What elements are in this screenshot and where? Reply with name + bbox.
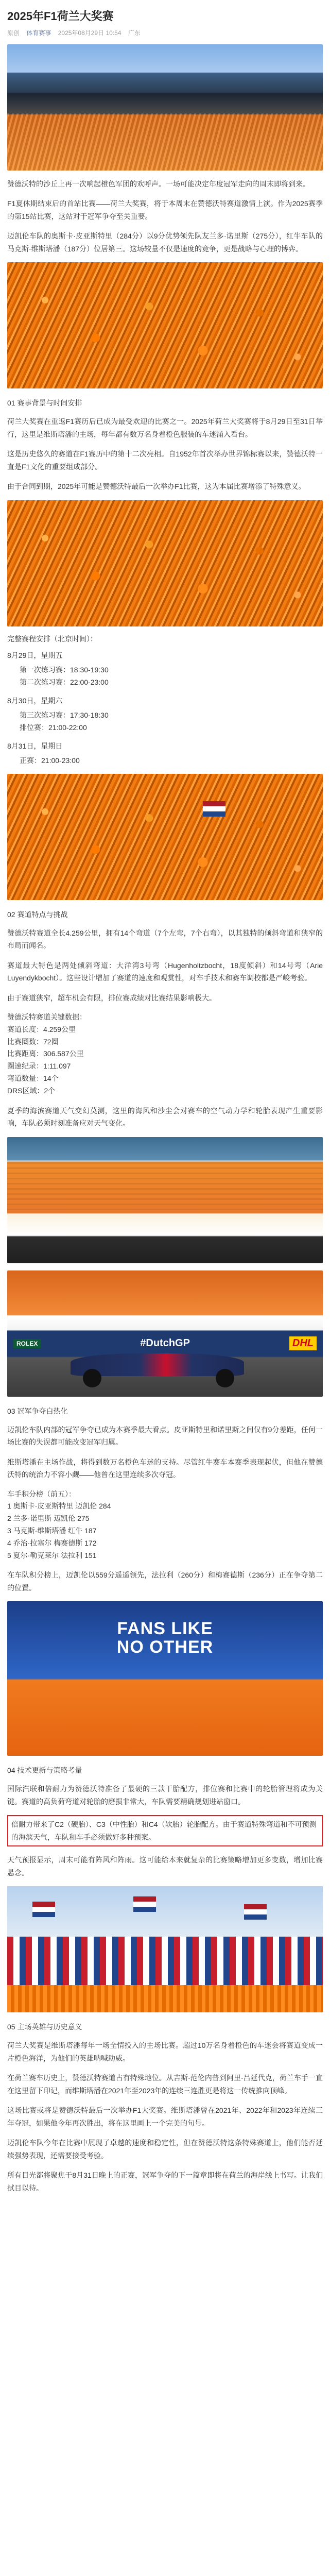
section-5-paragraph-1: 荷兰大奖赛是维斯塔潘每年一场全情投入的主场比赛。超过10万名身着橙色的车迷会将赛道变成一片橙色海洋，为他们的英雄呐喊助威。 — [7, 2041, 323, 2062]
section-3-heading: 03 冠军争夺白热化 — [7, 1406, 68, 1415]
dutchgp-hashtag: #DutchGP — [140, 1337, 190, 1349]
track-data-item: 比赛圈数：72圈 — [7, 1037, 59, 1046]
track-data-item: 赛道长度：4.259公里 — [7, 1025, 76, 1033]
standings-row: 3 马克斯·维斯塔潘 红牛 187 — [7, 1527, 97, 1535]
section-5-paragraph-2: 在荷兰赛车历史上，赞德沃特赛道占有特殊地位。从吉斯·范伦内普到阿里·吕延代克，荷兰车手一直在这里留下印记，而维斯塔潘在2021年至2023年的连续三连胜更是将这一传统推向顶峰。 — [7, 2074, 323, 2095]
standings-row: 2 兰多·诺里斯 迈凯伦 275 — [7, 1514, 90, 1523]
section-1-heading: 01 赛事背景与时间安排 — [7, 399, 82, 408]
section-1-paragraph-2: 这是历史悠久的赛道在F1赛历中的第十二次亮相。自1952年首次举办世界锦标赛以来，赞德沃特一直是F1文化的重要组成部分。 — [7, 450, 323, 471]
schedule-session: 正赛：21:00-23:00 — [20, 756, 80, 765]
schedule-day-2 — [7, 696, 323, 733]
section-3-paragraph-3: 在车队积分榜上，迈凯伦以559分遥遥领先，法拉利（260分）和梅赛德斯（236分）正在争夺第二的位置。 — [7, 1571, 323, 1592]
track-data-item: 比赛距离：306.587公里 — [7, 1049, 84, 1058]
schedule-day-title: 8月30日，星期六 — [7, 696, 63, 705]
image-orange-crowd — [7, 262, 323, 388]
section-1-paragraph-3: 由于合同到期，2025年可能是赞德沃特最后一次举办F1比赛，这为本届比赛增添了特殊意义。 — [7, 482, 306, 491]
article-title: 2025年F1荷兰大奖赛 — [7, 10, 114, 23]
dutch-flag-icon — [32, 1902, 55, 1917]
wheel-icon — [83, 1369, 101, 1387]
meta-date: 2025年08月29日 10:54 — [58, 29, 121, 37]
section-2-paragraph-1: 赞德沃特赛道全长4.259公里，拥有14个弯道（7个左弯，7个右弯），以其独特的倾斜弯道和狭窄的布局而闻名。 — [7, 928, 323, 950]
hero-image-track — [7, 44, 323, 171]
section-2-paragraph-3: 由于赛道狭窄，超车机会有限，排位赛成绩对比赛结果影响极大。 — [7, 993, 216, 1002]
schedule-day-3 — [7, 741, 323, 766]
schedule-label: 完整赛程安排（北京时间）： — [7, 634, 97, 643]
track-data-item: 弯道数量：14个 — [7, 1074, 59, 1083]
image-fans-like-no-other — [7, 1601, 323, 1756]
dutch-flag-icon — [244, 1904, 267, 1920]
section-1-paragraph-1: 荷兰大奖赛在重返F1赛历后已成为最受欢迎的比赛之一。2025年荷兰大奖赛将于8月29日至31日举行，这里是维斯塔潘的主场，每年都有数万名身着橙色服装的车迷涌入看台。 — [7, 417, 323, 438]
track-data-item: 圈速纪录：1:11.097 — [7, 1062, 71, 1071]
image-fans-grandstand — [7, 500, 323, 626]
image-grandstands — [7, 1137, 323, 1263]
rolex-logo: ROLEX — [13, 1339, 41, 1348]
intro-paragraph-1: 赞德沃特的沙丘上再一次响起橙色军团的欢呼声。一场可能决定年度冠军走向的周末即将到来。 — [7, 179, 310, 188]
standings-title: 车手积分榜（前五）： — [7, 1489, 76, 1498]
section-5-paragraph-5: 所有目光都将聚焦于8月31日晚上的正赛，冠军争夺的下一篇章即将在荷兰的海岸线上书写。让我们拭目以待。 — [7, 2171, 323, 2192]
wheel-icon — [216, 1369, 234, 1387]
section-4-paragraph-2: 天气预报显示，周末可能有阵风和阵雨。这可能给本来就复杂的比赛策略增加更多变数，增加比赛悬念。 — [7, 1856, 323, 1877]
meta-account-link[interactable]: 体育赛事 — [26, 29, 51, 37]
dutch-flag-icon — [133, 1896, 156, 1912]
image-fans-flag — [7, 774, 323, 900]
track-data-item: DRS区域：2个 — [7, 1086, 56, 1095]
schedule-day-title: 8月31日，星期日 — [7, 741, 63, 750]
fans-banner-line-2: NO OTHER — [116, 1637, 214, 1657]
image-dutch-flags — [7, 1886, 323, 2012]
section-5-paragraph-4: 迈凯伦车队今年在比赛中展现了卓越的速度和稳定性，但在赞德沃特这条特殊赛道上，他们能否延续强势表现，还需要接受考验。 — [7, 2139, 323, 2160]
article-meta — [7, 28, 323, 44]
image-dutchgp-car — [7, 1270, 323, 1397]
standings-row: 1 奥斯卡·皮亚斯特里 迈凯伦 284 — [7, 1502, 111, 1511]
fans-banner-line-1: FANS LIKE — [117, 1619, 213, 1639]
schedule-session: 第二次练习赛：22:00-23:00 — [20, 677, 109, 686]
grandstand-rows — [7, 1162, 323, 1213]
intro-paragraph-3: 迈凯伦车队的奥斯卡·皮亚斯特里（284分）以9分优势领先队友兰多·诺里斯（275分），红牛车队的马克斯·维斯塔潘（187分）位居第三。这场较量不仅是速度的竞争，更是战略与心理的博弈。 — [7, 232, 323, 253]
dutchgp-banner — [7, 1331, 323, 1356]
tyre-highlight-box: 倍耐力带来了C2（硬胎）、C3（中性胎）和C4（软胎）轮胎配方。由于赛道特殊弯道和不可预测的海滨天气，车队和车手必须做好多种预案。 — [7, 1815, 323, 1846]
section-5-heading: 05 主场英雄与历史意义 — [7, 2023, 82, 2031]
meta-author: 原创 — [7, 29, 20, 37]
section-5-paragraph-3: 这场比赛或将是赞德沃特最后一次举办F1大奖赛。维斯塔潘曾在2021年、2022年和2023年连续三年夺冠，如果他今年再次胜出，将在这里画上一个完美的句号。 — [7, 2106, 323, 2127]
section-4-heading: 04 技术更新与策略考量 — [7, 1766, 82, 1775]
dutch-flag-icon — [203, 801, 225, 817]
schedule-session: 第一次练习赛：18:30-19:30 — [20, 665, 109, 674]
schedule-session: 排位赛：21:00-22:00 — [20, 723, 87, 732]
schedule-day-title: 8月29日，星期五 — [7, 651, 63, 659]
fans-banner-text — [117, 1620, 213, 1656]
intro-paragraph-2: F1夏休期结束后的首站比赛——荷兰大奖赛，将于本周末在赞德沃特赛道激情上演。作为2025赛季的第15站比赛，这站对于冠军争夺至关重要。 — [7, 199, 323, 221]
track-data-list — [7, 1011, 323, 1097]
schedule-session: 第三次练习赛：17:30-18:30 — [20, 710, 109, 719]
section-3-paragraph-1: 迈凯伦车队内部的冠军争夺已成为本赛季最大看点。皮亚斯特里和诺里斯之间仅有9分差距，任何一场比赛的失误都可能改变冠军归属。 — [7, 1425, 323, 1447]
section-4-paragraph-1: 国际汽联和倍耐力为赞德沃特准备了最硬的三款干胎配方，排位赛和比赛中的轮胎管理将成为关键。赛道的高负荷弯道对轮胎的磨损非常大，车队需要精确规划进站窗口。 — [7, 1785, 323, 1806]
section-2-heading: 02 赛道特点与挑战 — [7, 910, 68, 919]
track-data-title: 赞德沃特赛道关键数据： — [7, 1013, 86, 1022]
schedule-day-1 — [7, 650, 323, 687]
driver-standings-list — [7, 1488, 323, 1562]
section-3-paragraph-2: 维斯塔潘在主场作战，将得到数万名橙色车迷的支持。尽管红牛赛车本赛季表现起伏，但他在赞德沃特的统治力不容小觑——他曾在这里连续多次夺冠。 — [7, 1458, 323, 1479]
section-2-paragraph-4: 夏季的海滨赛道天气变幻莫测，这里的海风和沙尘会对赛车的空气动力学和轮胎表现产生重要影响，车队必须时刻准备应对天气变化。 — [7, 1106, 323, 1128]
standings-row: 4 乔治·拉塞尔 梅赛德斯 172 — [7, 1538, 97, 1547]
section-2-paragraph-2: 赛道最大特色是两处倾斜弯道：大洋湾3号弯（Hugenholtzbocht，18度倾斜）和14号弯（Arie Luyendykbocht）。这些设计增加了赛道的速度和观赏性，对车手技术和赛车调校都是严峻考验。 — [7, 961, 323, 982]
dhl-logo: DHL — [289, 1336, 317, 1350]
meta-location: 广东 — [128, 29, 141, 37]
standings-row: 5 夏尔·勒克莱尔 法拉利 151 — [7, 1551, 97, 1560]
